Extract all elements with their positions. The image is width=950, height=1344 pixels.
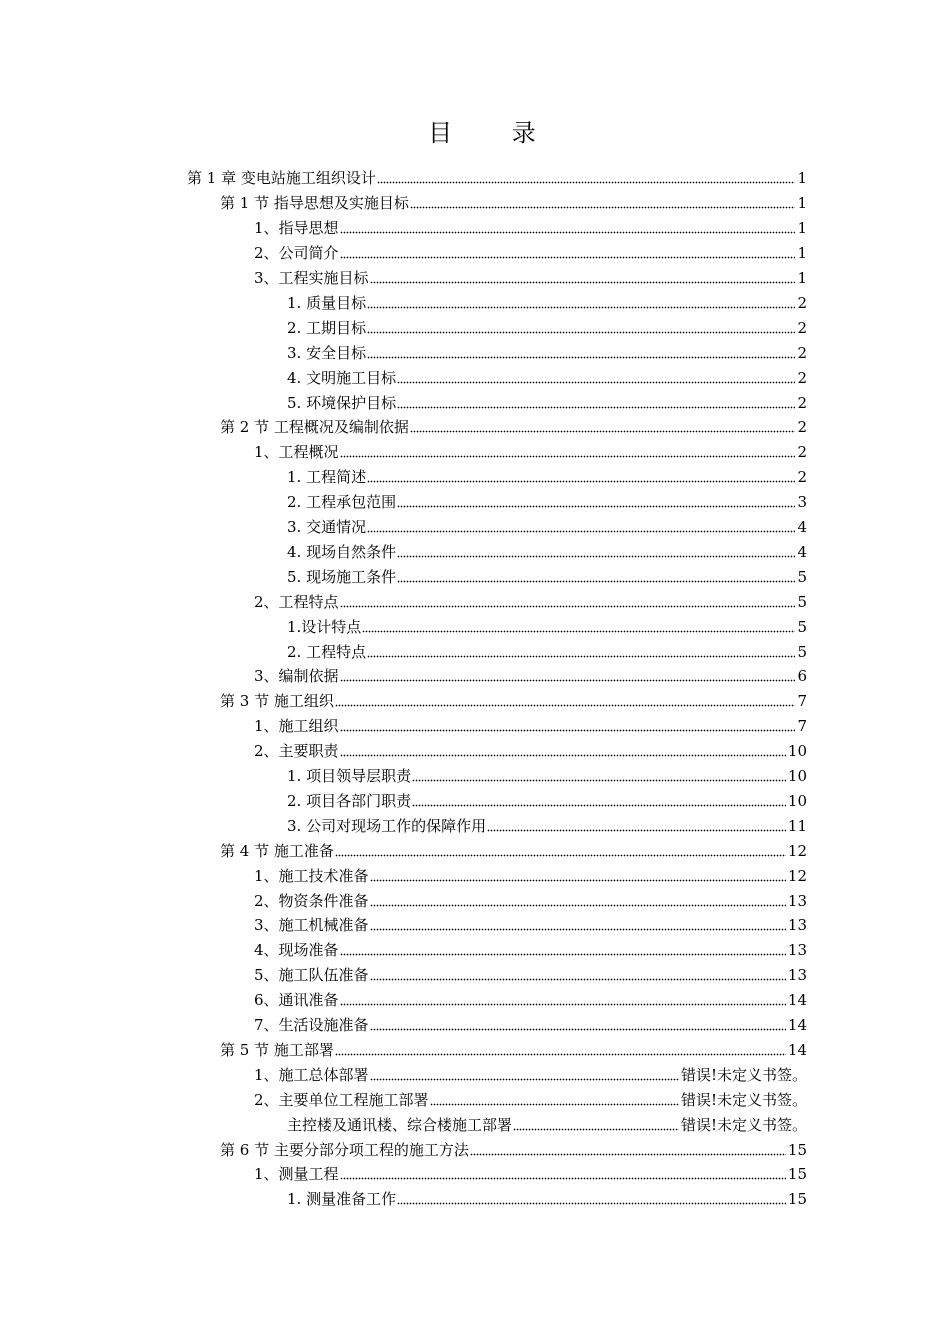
toc-entry-label: 2. 工程承包范围 — [287, 493, 397, 512]
toc-entry[interactable] — [220, 191, 807, 216]
toc-dot-leader — [340, 596, 795, 608]
toc-entry[interactable] — [287, 764, 807, 789]
toc-entry-page-number: 6 — [797, 667, 807, 686]
toc-entry-label: 3. 交通情况 — [287, 518, 367, 537]
toc-entry-page-number: 13 — [787, 916, 807, 935]
toc-entry-label: 6、通讯准备 — [254, 991, 339, 1010]
toc-entry-page-number: 4 — [797, 542, 807, 561]
toc-entry[interactable] — [220, 1137, 807, 1162]
toc-entry-label: 1. 项目领导层职责 — [287, 767, 412, 786]
toc-entry[interactable] — [287, 465, 807, 490]
toc-entry-page-number: 2 — [797, 343, 807, 362]
toc-dot-leader — [370, 919, 786, 931]
toc-entry[interactable] — [287, 789, 807, 814]
toc-dot-leader — [335, 695, 795, 707]
toc-dot-leader — [367, 646, 795, 658]
toc-dot-leader — [367, 521, 795, 533]
toc-entry-label: 2、主要单位工程施工部署 — [254, 1090, 429, 1109]
toc-entry[interactable] — [254, 1013, 807, 1038]
toc-dot-leader — [340, 670, 795, 682]
toc-entry-page-number: 1 — [797, 194, 807, 213]
toc-entry-label: 4. 现场自然条件 — [287, 542, 397, 561]
page-title: 目 录 — [428, 119, 562, 147]
toc-entry-label: 3、编制依据 — [254, 667, 339, 686]
toc-entry[interactable] — [287, 1112, 807, 1137]
toc-entry-label: 1. 测量准备工作 — [287, 1190, 397, 1209]
toc-entry[interactable] — [254, 938, 807, 963]
toc-entry-page-number: 2 — [797, 318, 807, 337]
toc-entry[interactable] — [220, 838, 807, 863]
toc-entry-page-number: 错误!未定义书签。 — [680, 1090, 807, 1109]
toc-entry-page-number: 10 — [787, 767, 807, 786]
toc-entry[interactable] — [287, 390, 807, 415]
toc-entry[interactable] — [287, 365, 807, 390]
toc-dot-leader — [412, 795, 786, 807]
toc-entry[interactable] — [220, 415, 807, 440]
toc-entry-label: 1.设计特点 — [287, 617, 362, 636]
toc-entry-page-number: 错误!未定义书签。 — [680, 1065, 807, 1084]
toc-dot-leader — [340, 745, 786, 757]
toc-dot-leader — [397, 397, 795, 409]
toc-entry-page-number: 5 — [797, 567, 807, 586]
toc-dot-leader — [370, 870, 786, 882]
toc-entry[interactable] — [287, 614, 807, 639]
toc-dot-leader — [397, 546, 795, 558]
toc-entry-page-number: 2 — [797, 418, 807, 437]
toc-dot-leader — [370, 272, 795, 284]
toc-entry[interactable] — [254, 714, 807, 739]
toc-entry-page-number: 7 — [797, 692, 807, 711]
toc-entry-page-number: 13 — [787, 966, 807, 985]
toc-entry[interactable] — [254, 913, 807, 938]
toc-dot-leader — [340, 994, 786, 1006]
toc-entry-label: 2、公司简介 — [254, 244, 339, 263]
toc-entry[interactable] — [287, 540, 807, 565]
toc-entry-page-number: 13 — [787, 941, 807, 960]
toc-entry[interactable] — [287, 291, 807, 316]
toc-entry[interactable] — [254, 988, 807, 1013]
toc-dot-leader — [370, 1069, 679, 1081]
toc-entry-label: 第 6 节 主要分部分项工程的施工方法 — [220, 1140, 469, 1159]
toc-entry[interactable] — [254, 589, 807, 614]
toc-dot-leader — [410, 421, 795, 433]
toc-entry-page-number: 7 — [797, 717, 807, 736]
toc-entry-page-number: 11 — [787, 816, 807, 835]
toc-entry-page-number: 15 — [787, 1140, 807, 1159]
toc-entry[interactable] — [287, 515, 807, 540]
toc-entry-label: 第 2 节 工程概况及编制依据 — [220, 418, 409, 437]
toc-entry-label: 5. 现场施工条件 — [287, 567, 397, 586]
toc-entry-page-number: 错误!未定义书签。 — [680, 1115, 807, 1134]
toc-entry-label: 第 1 节 指导思想及实施目标 — [220, 194, 409, 213]
toc-entry-label: 1. 质量目标 — [287, 293, 367, 312]
toc-entry-page-number: 12 — [787, 866, 807, 885]
toc-entry[interactable] — [287, 340, 807, 365]
toc-dot-leader — [377, 172, 795, 184]
toc-dot-leader — [430, 1094, 679, 1106]
toc-dot-leader — [513, 1119, 679, 1131]
toc-entry[interactable] — [254, 888, 807, 913]
toc-dot-leader — [410, 197, 795, 209]
toc-dot-leader — [340, 720, 795, 732]
toc-entry-page-number: 5 — [797, 592, 807, 611]
toc-entry-label: 1. 工程简述 — [287, 468, 367, 487]
toc-dot-leader — [370, 895, 786, 907]
toc-entry-label: 3. 公司对现场工作的保障作用 — [287, 816, 487, 835]
toc-entry-page-number: 2 — [797, 368, 807, 387]
toc-entry-page-number: 12 — [787, 841, 807, 860]
toc-dot-leader — [340, 1168, 786, 1180]
toc-entry-label: 1、施工总体部署 — [254, 1065, 369, 1084]
toc-entry-page-number: 1 — [797, 219, 807, 238]
toc-entry[interactable] — [287, 813, 807, 838]
toc-entry-page-number: 10 — [787, 742, 807, 761]
toc-entry[interactable] — [287, 315, 807, 340]
toc-entry[interactable] — [254, 241, 807, 266]
toc-entry-label: 3、施工机械准备 — [254, 916, 369, 935]
toc-dot-leader — [397, 496, 795, 508]
toc-dot-leader — [370, 969, 786, 981]
toc-entry[interactable] — [254, 963, 807, 988]
toc-entry-label: 4. 文明施工目标 — [287, 368, 397, 387]
toc-entry-page-number: 5 — [797, 642, 807, 661]
toc-entry-page-number: 14 — [787, 1040, 807, 1059]
toc-dot-leader — [370, 1019, 786, 1031]
toc-entry-label: 1、施工组织 — [254, 717, 339, 736]
toc-entry-page-number: 1 — [797, 169, 807, 188]
toc-entry-page-number: 14 — [787, 1016, 807, 1035]
toc-entry-page-number: 3 — [797, 493, 807, 512]
toc-dot-leader — [397, 571, 795, 583]
toc-entry[interactable] — [254, 664, 807, 689]
toc-entry[interactable] — [287, 564, 807, 589]
toc-entry[interactable] — [254, 216, 807, 241]
toc-entry-label: 2、物资条件准备 — [254, 891, 369, 910]
toc-entry[interactable] — [287, 639, 807, 664]
toc-dot-leader — [340, 247, 795, 259]
toc-entry[interactable] — [254, 1162, 807, 1187]
toc-entry-label: 第 3 节 施工组织 — [220, 692, 334, 711]
toc-entry[interactable] — [220, 689, 807, 714]
toc-dot-leader — [367, 322, 795, 334]
toc-dot-leader — [340, 446, 795, 458]
toc-dot-leader — [335, 845, 786, 857]
toc-entry-label: 主控楼及通讯楼、综合楼施工部署 — [287, 1115, 513, 1134]
toc-entry-label: 2. 项目各部门职责 — [287, 791, 412, 810]
toc-dot-leader — [362, 621, 795, 633]
toc-entry-page-number: 1 — [797, 269, 807, 288]
toc-entry-label: 第 5 节 施工部署 — [220, 1040, 334, 1059]
toc-entry-label: 1、施工技术准备 — [254, 866, 369, 885]
toc-dot-leader — [397, 372, 795, 384]
toc-entry-label: 4、现场准备 — [254, 941, 339, 960]
toc-entry-page-number: 10 — [787, 791, 807, 810]
toc-entry-page-number: 5 — [797, 617, 807, 636]
toc-entry-label: 5、施工队伍准备 — [254, 966, 369, 985]
toc-entry-page-number: 2 — [797, 468, 807, 487]
toc-dot-leader — [335, 1044, 786, 1056]
toc-entry[interactable] — [254, 739, 807, 764]
toc-entry-label: 1、工程概况 — [254, 443, 339, 462]
toc-entry-label: 3. 安全目标 — [287, 343, 367, 362]
toc-dot-leader — [412, 770, 786, 782]
toc-entry[interactable] — [254, 1062, 807, 1087]
toc-entry-label: 2. 工期目标 — [287, 318, 367, 337]
toc-dot-leader — [340, 944, 786, 956]
toc-entry-page-number: 15 — [787, 1190, 807, 1209]
toc-entry[interactable] — [254, 1087, 807, 1112]
toc-dot-leader — [397, 1193, 786, 1205]
toc-entry[interactable] — [187, 166, 807, 191]
toc-entry[interactable] — [287, 490, 807, 515]
toc-dot-leader — [487, 820, 786, 832]
toc-dot-leader — [367, 297, 795, 309]
toc-dot-leader — [367, 471, 795, 483]
toc-entry-label: 2. 工程特点 — [287, 642, 367, 661]
toc-entry-page-number: 4 — [797, 518, 807, 537]
toc-entry-label: 5. 环境保护目标 — [287, 393, 397, 412]
toc-entry-label: 2、主要职责 — [254, 742, 339, 761]
toc-dot-leader — [340, 222, 795, 234]
toc-entry-page-number: 14 — [787, 991, 807, 1010]
toc-entry-page-number: 2 — [797, 443, 807, 462]
toc-entry-label: 第 4 节 施工准备 — [220, 841, 334, 860]
toc-entry-page-number: 2 — [797, 393, 807, 412]
toc-entry[interactable] — [287, 1187, 807, 1212]
toc-dot-leader — [367, 347, 795, 359]
toc-entry-label: 2、工程特点 — [254, 592, 339, 611]
toc-entry[interactable] — [254, 863, 807, 888]
toc-entry[interactable] — [254, 266, 807, 291]
toc-entry-label: 第 1 章 变电站施工组织设计 — [187, 169, 376, 188]
toc-entry-page-number: 1 — [797, 244, 807, 263]
toc-entry-label: 1、测量工程 — [254, 1165, 339, 1184]
toc-entry-label: 1、指导思想 — [254, 219, 339, 238]
toc-entry[interactable] — [254, 440, 807, 465]
toc-entry-label: 7、生活设施准备 — [254, 1016, 369, 1035]
toc-entry-label: 3、工程实施目标 — [254, 269, 369, 288]
toc-entry-page-number: 15 — [787, 1165, 807, 1184]
toc-entry[interactable] — [220, 1038, 807, 1063]
toc-dot-leader — [470, 1144, 786, 1156]
toc-entry-page-number: 13 — [787, 891, 807, 910]
toc-entry-page-number: 2 — [797, 293, 807, 312]
